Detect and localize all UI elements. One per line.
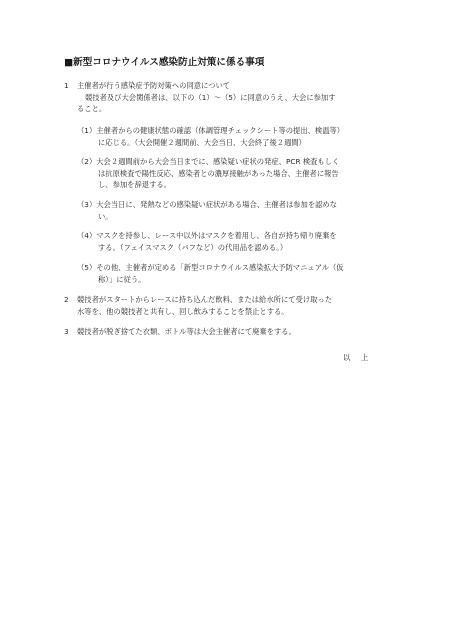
item-2-line-2: 水等を、他の競技者と共有し、回し飲みすることを禁止とする。 — [77, 306, 289, 316]
subitem-2 — [77, 156, 339, 191]
subitem-3-line-1: （3）大会当日に、発熱などの感染疑い症状がある場合、主催者は参加を認めな — [77, 200, 338, 209]
closing-mark: 以 上 — [343, 353, 373, 362]
item-3-line-1: 競技者が脱ぎ捨てた衣類、ボトル等は大会主催者にて廃棄をする。 — [77, 327, 296, 336]
item-2-line-1: 競技者がスタートからレースに持ち込んだ飲料、または給水所にて受け取った — [77, 295, 333, 304]
item-3-number: 3 — [64, 327, 69, 336]
subitem-2-line-1: （2）大会２週間前から大会当日までに、感染疑い症状の発症、PCR 検査もしく — [77, 157, 340, 166]
subitem-5-line-2: 称）」に従う。 — [98, 274, 146, 284]
item-1-number: 1 — [64, 81, 69, 90]
subitem-4-line-1: （4）マスクを持参し、レース中以外はマスクを着用し、各自が持ち帰り廃棄を — [77, 231, 337, 240]
subitem-1-line-2: に応じる。（大会開催２週間前、大会当日、大会終了後２週間） — [98, 137, 306, 147]
item-1-text — [77, 80, 336, 115]
subitem-3-line-2: い。 — [98, 211, 113, 221]
item-1-line-2: 競技者及び大会関係者は、以下の（1）～（5）に同意のうえ、大会に参加す — [85, 92, 336, 102]
subitem-5-line-1: （5）その他、主催者が定める「新型コロナウイルス感染拡大予防マニュアル（仮 — [77, 263, 344, 272]
item-3-text — [77, 326, 296, 338]
subitem-2-line-2: は抗原検査で陽性反応、感染者との濃厚接触があった場合、主催者に報告 — [98, 168, 339, 178]
subitem-3 — [77, 199, 337, 222]
subitem-1 — [77, 125, 344, 148]
item-1-line-3: ること。 — [77, 104, 107, 113]
subitem-5 — [77, 262, 344, 285]
subitem-1-line-1: （1）主催者からの健康状態の確認（体調管理チェックシート等の提出、検温等） — [77, 126, 345, 135]
subitem-4-line-2: する。（フェイスマスク（バフなど）の代用品を認める。） — [98, 242, 288, 252]
section-title: ■新型コロナウイルス感染防止対策に係る事項 — [64, 57, 265, 68]
item-2-text — [77, 294, 332, 317]
item-2-number: 2 — [64, 295, 69, 304]
subitem-4 — [77, 230, 337, 253]
item-1-line-1: 主催者が行う感染症予防対策への同意について — [77, 81, 231, 90]
subitem-2-line-3: し、参加を辞退する。 — [98, 180, 171, 189]
